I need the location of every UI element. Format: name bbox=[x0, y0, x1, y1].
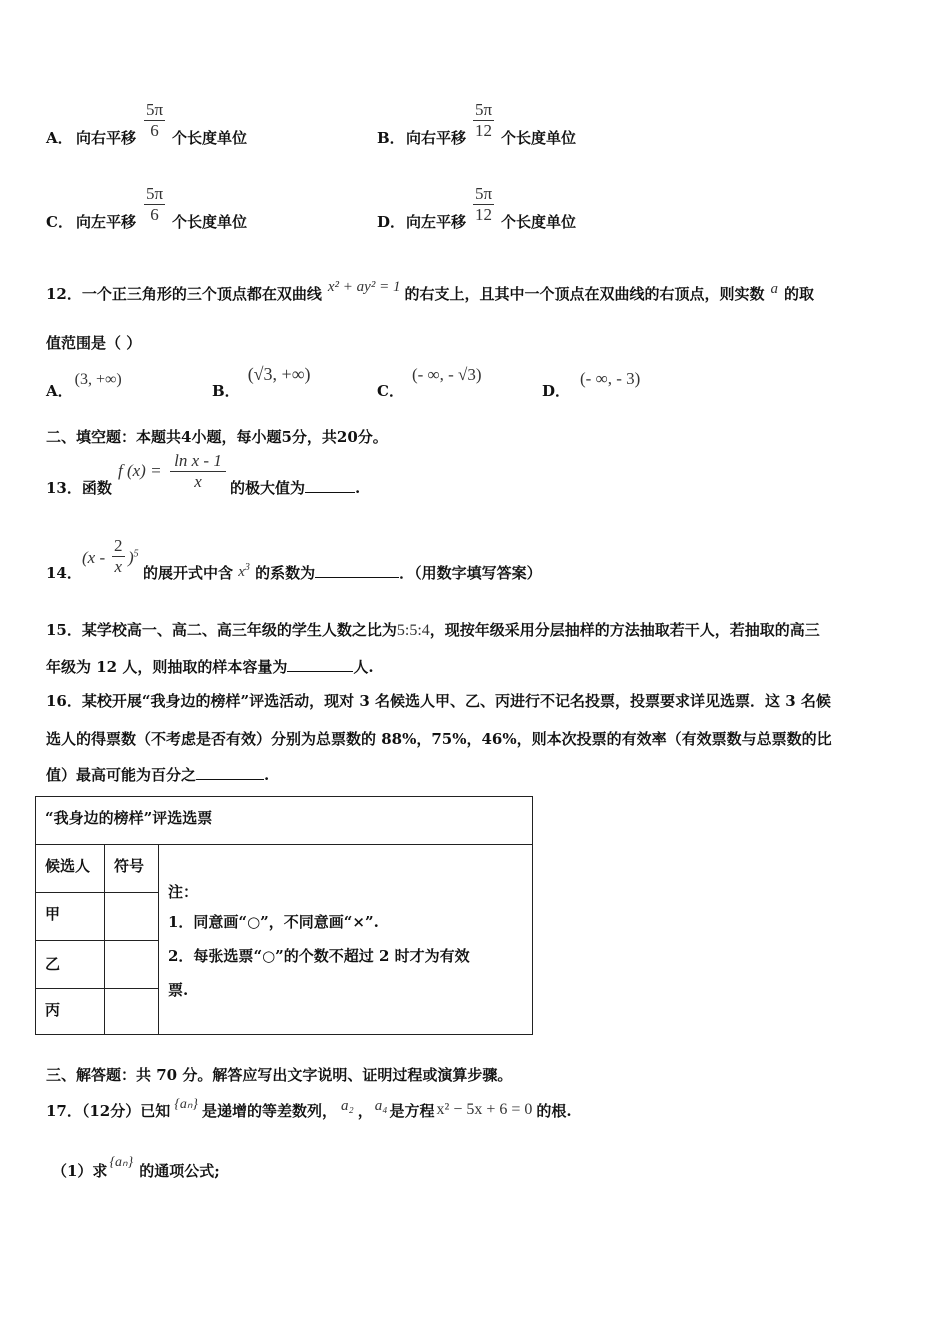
fraction: $\frac{5\pi}{12}$ bbox=[475, 100, 493, 140]
answer-blank[interactable] bbox=[196, 779, 264, 780]
ballot-candidate: 乙 bbox=[36, 941, 105, 989]
q16-line1: 16．某校开展“我身边的榜样”评选活动，现对 3 名候选人甲、乙、丙进行不记名投票，投票要求详见选票．这 3 名候 bbox=[46, 692, 831, 710]
hyperbola-equation: x² + ay² = 1 bbox=[327, 279, 401, 295]
answer-blank[interactable] bbox=[287, 671, 353, 672]
ballot-header-candidate: 候选人 bbox=[36, 845, 105, 893]
fraction: $\frac{5\pi}{12}$ bbox=[475, 184, 493, 224]
ballot-symbol-cell[interactable] bbox=[105, 941, 159, 989]
q12-option-c: C．(- ∞, - √3) bbox=[377, 365, 482, 400]
answer-blank[interactable] bbox=[305, 492, 355, 493]
q12-option-d: D．(- ∞, - 3) bbox=[542, 369, 641, 400]
fraction: $\frac{5\pi}{6}$ bbox=[146, 184, 164, 224]
ballot-header-symbol: 符号 bbox=[105, 845, 159, 893]
q17-stem: 17．（12分）已知 {aₙ} 是递增的等差数列， a₂ ， a₄ 是方程 x² − 5x + 6 = 0 的根. bbox=[46, 1097, 572, 1120]
q12-option-a: A．(3, +∞) bbox=[46, 371, 122, 400]
ballot-symbol-cell[interactable] bbox=[105, 989, 159, 1035]
fraction: $\frac{2}{x}$ bbox=[114, 536, 123, 576]
q12-stem-line2: 值范围是（ ） bbox=[46, 334, 142, 352]
ballot-table bbox=[35, 796, 533, 1035]
section-heading-fill-in: 二、填空题：本题共4小题，每小题5分，共20分。 bbox=[46, 428, 388, 446]
q12-stem: 12．一个正三角形的三个顶点都在双曲线 x² + ay² = 1 的右支上，且其中一个顶点在双曲线的右顶点，则实数 a 的取 bbox=[46, 279, 814, 303]
q16-line3: 值）最高可能为百分之 . bbox=[46, 766, 270, 784]
fraction: $\frac{5\pi}{6}$ bbox=[146, 100, 164, 140]
fraction: $\frac{\text{ln x - 1}}{x}$ bbox=[170, 451, 226, 492]
q16-line2: 选人的得票数（不考虑是否有效）分别为总票数的 88%，75%，46%，则本次投票的有效率（有效票数与总票数的比 bbox=[46, 730, 832, 748]
q12-option-b: B．(√3, +∞) bbox=[212, 364, 311, 400]
ballot-title: “我身边的榜样”评选选票 bbox=[36, 797, 533, 845]
ballot-candidate: 甲 bbox=[36, 893, 105, 941]
answer-blank[interactable] bbox=[315, 577, 399, 578]
q15-line2: 年级为 12 人，则抽取的样本容量为 人. bbox=[46, 658, 374, 676]
section-heading-solutions: 三、解答题：共 70 分。解答应写出文字说明、证明过程或演算步骤。 bbox=[46, 1066, 513, 1084]
ballot-notes: 注： 1．同意画“○”，不同意画“×”. 2．每张选票“○”的个数不超过 2 时才为有效 票. bbox=[159, 845, 533, 1035]
q15-line1: 15．某学校高一、高二、高三年级的学生人数之比为5:5:4，现按年级采用分层抽样的方法抽取若干人，若抽取的高三 bbox=[46, 621, 820, 639]
ballot-symbol-cell[interactable] bbox=[105, 893, 159, 941]
ballot-candidate: 丙 bbox=[36, 989, 105, 1035]
q17-part1: （1）求 {aₙ} 的通项公式; bbox=[52, 1155, 220, 1180]
